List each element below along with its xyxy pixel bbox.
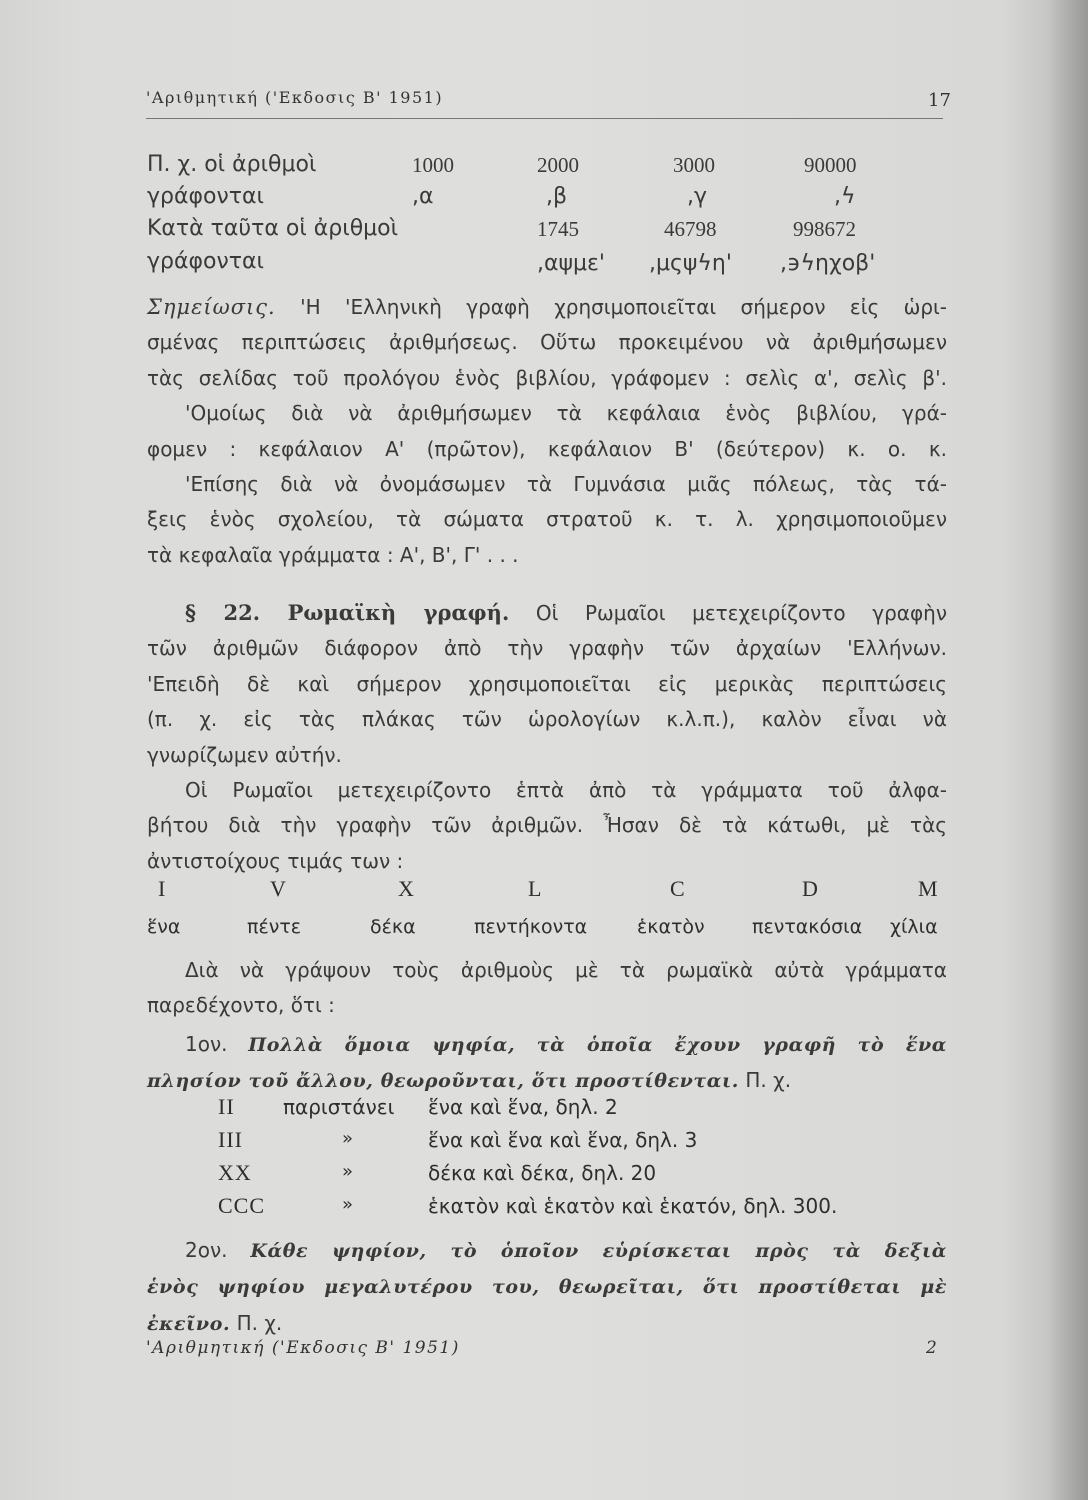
roman-letter: C bbox=[670, 876, 686, 901]
roman-letter: V bbox=[270, 876, 287, 901]
section-line: 'Επειδὴ δὲ καὶ σήμερον χρησιμοποιεῖται εἰς μερικὰς περιπτώσεις bbox=[147, 671, 947, 696]
example-text: ἑκατὸν καὶ ἑκατὸν καὶ ἑκατόν, δηλ. 300. bbox=[428, 1194, 838, 1218]
rules-intro bbox=[147, 953, 947, 1024]
row2-value: ,β bbox=[546, 184, 568, 209]
roman-letter: I bbox=[158, 876, 167, 901]
note-label: Σημείωσις. bbox=[147, 295, 276, 319]
row3-value: 998672 bbox=[793, 217, 856, 241]
row3-label: Κατὰ ταῦτα οἱ ἀριθμοὶ bbox=[147, 216, 399, 241]
roman-letter: M bbox=[918, 876, 939, 901]
row1-value: 3000 bbox=[673, 153, 715, 177]
note-line: 'Ομοίως διὰ νὰ ἀριθμήσωμεν τὰ κεφάλαια ἑνὸς βιβλίου, γρά- bbox=[185, 401, 947, 426]
example-numeral: CCC bbox=[218, 1193, 266, 1218]
row1-value: 90000 bbox=[804, 153, 857, 177]
rule-2 bbox=[147, 1233, 947, 1342]
rules-intro-line: παρεδέχοντο, ὅτι : bbox=[147, 993, 335, 1018]
note-line: τὰς σελίδας τοῦ προλόγου ἑνὸς βιβλίου, γράφομεν : σελὶς α', σελὶς β'. bbox=[147, 365, 947, 390]
section-line: τῶν ἀριθμῶν διάφορον ἀπὸ τὴν γραφὴν τῶν ἀρχαίων 'Ελλήνων. bbox=[147, 636, 947, 661]
rule-1 bbox=[147, 1027, 947, 1100]
section-line: βήτου διὰ τὴν γραφὴν τῶν ἀριθμῶν. Ἦσαν δὲ τὰ κάτωθι, μὲ τὰς bbox=[147, 813, 947, 838]
row2-value: ,α bbox=[412, 184, 434, 209]
section-22-line-1 bbox=[147, 595, 947, 631]
rule-2-number: 2ον. bbox=[185, 1238, 228, 1262]
section-22 bbox=[147, 595, 947, 879]
roman-value-name: ἕνα bbox=[147, 916, 181, 938]
example-numeral: XX bbox=[218, 1160, 252, 1185]
rule-2-line-3 bbox=[147, 1306, 947, 1342]
roman-letter: L bbox=[528, 876, 543, 901]
row4-value: ,αψμε' bbox=[537, 251, 605, 276]
row1-value: 1000 bbox=[412, 153, 454, 177]
example-text: δέκα καὶ δέκα, δηλ. 20 bbox=[428, 1161, 657, 1185]
example-ditto: παριστάνει bbox=[283, 1095, 395, 1119]
row3-value: 1745 bbox=[537, 217, 579, 241]
note-line: φομεν : κεφάλαιον Α' (πρῶτον), κεφάλαιον Β' (δεύτερον) κ. ο. κ. bbox=[147, 436, 947, 461]
example-ditto: » bbox=[342, 1194, 354, 1215]
note-line: σμένας περιπτώσεις ἀριθμήσεως. Οὕτω προκειμένου νὰ ἀριθμήσωμεν bbox=[147, 330, 947, 355]
note-line: ξεις ἑνὸς σχολείου, τὰ σώματα στρατοῦ κ. τ. λ. χρησιμοποιοῦμεν bbox=[147, 507, 947, 532]
row4-value: ,϶ϟηχοβ' bbox=[780, 251, 876, 276]
note-line: 'Επίσης διὰ νὰ ὀνομάσωμεν τὰ Γυμνάσια μιᾶς πόλεως, τὰς τά- bbox=[185, 472, 947, 497]
signature-mark: 2 bbox=[926, 1338, 937, 1358]
header-rule bbox=[146, 118, 943, 119]
row4-label: γράφονται bbox=[147, 249, 264, 274]
rule-1-text: πλησίον τοῦ ἄλλου, θεωροῦνται, ὅτι προστίθενται. bbox=[147, 1070, 740, 1093]
note-line: τὰ κεφαλαῖα γράμματα : Α', Β', Γ' . . . bbox=[147, 542, 519, 567]
page-edge-shadow bbox=[1046, 0, 1088, 1500]
rule-2-text: Κάθε ψηφίον, τὸ ὁποῖον εὑρίσκεται πρὸς τὰ δεξιὰ bbox=[250, 1240, 947, 1262]
row2-value: ,ϟ bbox=[834, 184, 856, 209]
roman-letter: X bbox=[398, 876, 415, 901]
roman-value-name: πεντήκοντα bbox=[474, 916, 588, 938]
row3-value: 46798 bbox=[664, 217, 717, 241]
example-numeral: II bbox=[218, 1094, 235, 1119]
roman-value-name: ἑκατὸν bbox=[637, 916, 705, 938]
row2-label: γράφονται bbox=[147, 184, 264, 209]
rule-1-suffix: Π. χ. bbox=[745, 1068, 792, 1093]
rule-2-line-2 bbox=[147, 1269, 947, 1305]
section-text: Οἱ Ρωμαῖοι μετεχειρίζοντο γραφὴν bbox=[535, 601, 947, 625]
section-heading: § 22. Ρωμαϊκὴ γραφή. bbox=[185, 600, 510, 625]
example-ditto: » bbox=[342, 1161, 354, 1182]
rule-1-text: Πολλὰ ὅμοια ψηφία, τὰ ὁποῖα ἔχουν γραφῆ τὸ ἕνα bbox=[248, 1034, 947, 1056]
page-number: 17 bbox=[928, 90, 951, 111]
section-line: Οἱ Ρωμαῖοι μετεχειρίζοντο ἑπτὰ ἀπὸ τὰ γράμματα τοῦ ἀλφα- bbox=[185, 778, 947, 803]
roman-value-name: πέντε bbox=[247, 916, 302, 938]
example-numeral: III bbox=[218, 1127, 243, 1152]
example-text: ἕνα καὶ ἕνα, δηλ. 2 bbox=[428, 1095, 618, 1119]
note-text: 'Η 'Ελληνικὴ γραφὴ χρησιμοποιεῖται σήμερον εἰς ὡρι- bbox=[300, 295, 948, 319]
roman-value-name: χίλια bbox=[890, 916, 938, 938]
rule-2-text: ἑνὸς ψηφίου μεγαλυτέρου του, θεωρεῖται, ὅτι προστίθεται μὲ bbox=[147, 1276, 947, 1299]
row2-value: ,γ bbox=[687, 184, 708, 209]
row1-value: 2000 bbox=[537, 153, 579, 177]
section-line: γνωρίζωμεν αὐτήν. bbox=[147, 742, 342, 767]
rule-1-line-1 bbox=[147, 1027, 947, 1063]
section-line: ἀντιστοίχους τιμάς των : bbox=[147, 848, 404, 873]
rule-1-number: 1ον. bbox=[185, 1032, 228, 1056]
rule-2-line-1 bbox=[147, 1233, 947, 1269]
section-line: (π. χ. εἰς τὰς πλάκας τῶν ὡρολογίων κ.λ.π.), καλὸν εἶναι νὰ bbox=[147, 707, 947, 732]
roman-value-name: δέκα bbox=[370, 916, 416, 938]
rules-intro-line: Διὰ νὰ γράψουν τοὺς ἀριθμοὺς μὲ τὰ ρωμαϊκὰ αὐτὰ γράμματα bbox=[185, 958, 947, 982]
footer-title: 'Αριθμητική ('Εκδοσις Β' 1951) bbox=[146, 1338, 460, 1358]
roman-letter: D bbox=[802, 876, 819, 901]
example-text: ἕνα καὶ ἕνα καὶ ἕνα, δηλ. 3 bbox=[428, 1128, 698, 1152]
row4-value: ,μςψϟη' bbox=[649, 251, 732, 276]
running-header: 'Αριθμητική ('Εκδοσις Β' 1951) bbox=[146, 88, 444, 107]
rule-2-suffix: Π. χ. bbox=[236, 1310, 283, 1335]
note-paragraph bbox=[147, 290, 947, 573]
roman-value-name: πεντακόσια bbox=[752, 916, 863, 938]
row1-label: Π. χ. οἱ ἀριθμοὶ bbox=[147, 152, 317, 177]
rule-2-text: ἐκεῖνο. bbox=[147, 1312, 231, 1335]
example-ditto: » bbox=[342, 1128, 354, 1149]
note-line-1 bbox=[147, 290, 947, 325]
